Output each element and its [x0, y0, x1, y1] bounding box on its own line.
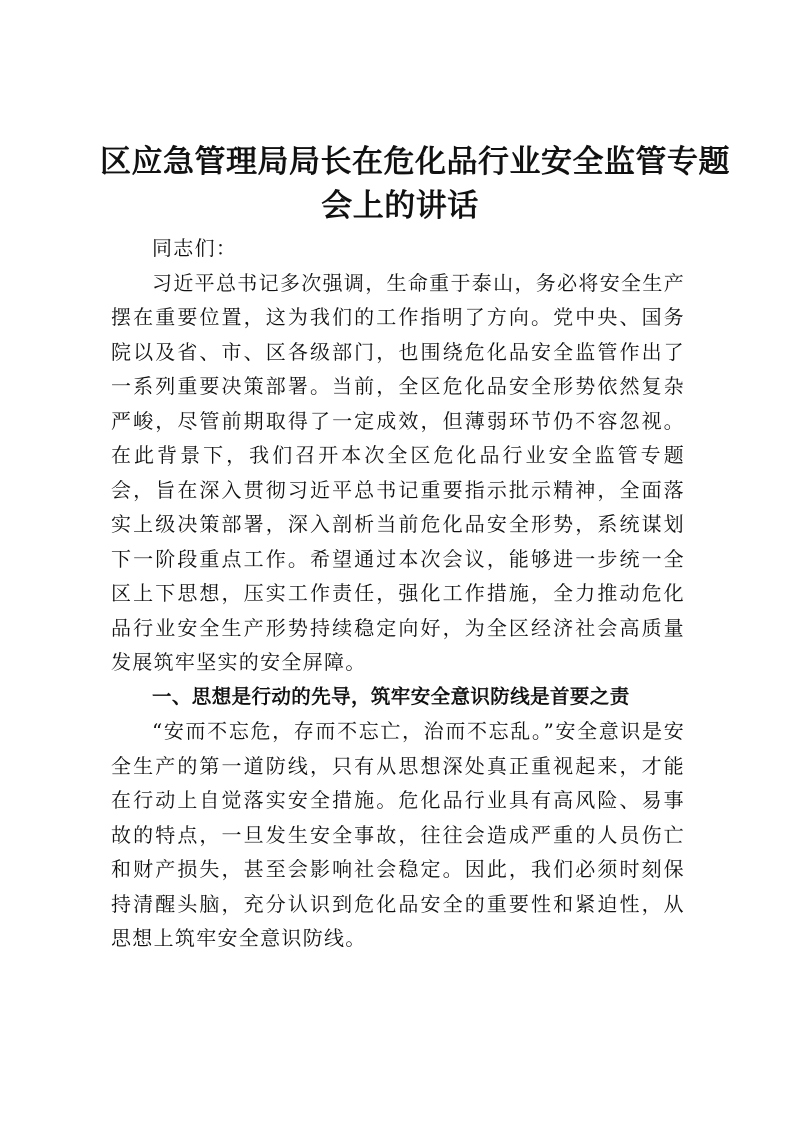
paragraph-section-1: “安而不忘危，存而不忘亡，治而不忘乱。”安全意识是安全生产的第一道防线，只有从思想深处真正重视起来，才能在行动上自觉落实安全措施。危化品行业具有高风险、易事故的特点，一旦发生安全事故，往往会造成严重的人员伤亡和财产损失，甚至会影响社会稳定。因此，我们必须时刻保持清醒头脑，充分认识到危化品安全的重要性和紧迫性，从思想上筑牢安全意识防线。: [111, 719, 685, 950]
title-line-1: 区应急管理局局长在危化品行业安全监管专题: [100, 144, 730, 180]
salutation: 同志们：: [152, 236, 238, 260]
document-title: [100, 140, 730, 228]
section-heading-1: 一、思想是行动的先导，筑牢安全意识防线是首要之责: [152, 684, 630, 708]
paragraph-intro: 习近平总书记多次强调，生命重于泰山，务必将安全生产摆在重要位置，这为我们的工作指明了方向。党中央、国务院以及省、市、区各级部门，也围绕危化品安全监管作出了一系列重要决策部署。当前，全区危化品安全形势依然复杂严峻，尽管前期取得了一定成效，但薄弱环节仍不容忽视。在此背景下，我们召开本次全区危化品行业安全监管专题会，旨在深入贯彻习近平总书记重要指示批示精神，全面落实上级决策部署，深入剖析当前危化品安全形势，系统谋划下一阶段重点工作。希望通过本次会议，能够进一步统一全区上下思想，压实工作责任，强化工作措施，全力推动危化品行业安全生产形势持续稳定向好，为全区经济社会高质量发展筑牢坚实的安全屏障。: [111, 270, 685, 674]
title-line-2: 会上的讲话: [321, 188, 479, 224]
document-body: [111, 231, 685, 956]
